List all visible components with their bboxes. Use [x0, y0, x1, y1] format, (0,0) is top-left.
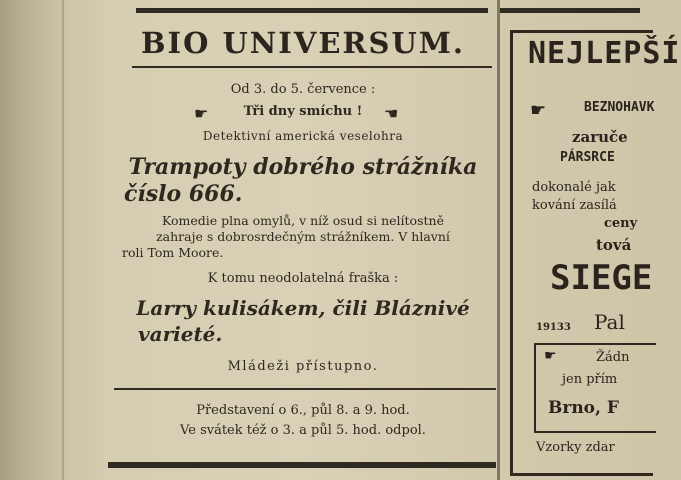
- side-ad-box-line-2: jen přím: [562, 372, 618, 387]
- farce-title: [108, 295, 498, 347]
- side-ad-line-dokonale: dokonalé jak: [532, 180, 616, 195]
- side-ad-line-parsrce: PÁRSRCE: [560, 150, 615, 165]
- side-ad-headline: NEJLEPŠÍ: [528, 36, 681, 71]
- pointing-hand-icon: ☛: [530, 100, 547, 121]
- side-advertisement: [500, 0, 681, 480]
- date-range: Od 3. do 5. července :: [230, 82, 376, 97]
- film-title-line-1: Trampoty dobrého strážníka: [128, 154, 478, 180]
- page-curl-shadow: [0, 0, 86, 480]
- side-ad-box-line-3: Brno, F: [548, 398, 619, 418]
- pointing-hand-left-icon: ☚: [384, 104, 399, 123]
- side-ad-number: 19133: [536, 322, 571, 333]
- side-ad-footer: Vzorky zdar: [536, 440, 615, 455]
- side-ad-sub1: BEZNOHAVK: [584, 100, 655, 115]
- description-line-3: roli Tom Moore.: [122, 245, 224, 260]
- showtimes-line-1: Představení o 6., půl 8. a 9. hod.: [196, 403, 410, 418]
- film-genre: Detektivní americká veselohra: [202, 129, 404, 143]
- farce-title-line-2: varieté.: [138, 322, 223, 346]
- film-title-line-2: číslo 666.: [124, 181, 243, 207]
- film-title: [108, 154, 498, 208]
- showtimes-line-2: Ve svátek též o 3. a půl 5. hod. odpol.: [180, 423, 426, 438]
- side-ad-city: Pal: [594, 310, 625, 334]
- age-rating: Mládeži přístupno.: [227, 359, 379, 374]
- description-line-2: zahraje s dobrosrdečným strážníkem. V hlavní: [156, 229, 450, 244]
- tagline: Tři dny smíchu !: [243, 104, 363, 119]
- side-ad-line-ceny: ceny: [604, 216, 638, 231]
- showtimes: [108, 401, 498, 441]
- extra-program-note: K tomu neodolatelná fraška :: [207, 271, 399, 286]
- farce-title-line-1: Larry kulisákem, čili Bláznivé: [136, 296, 470, 320]
- film-description: [108, 213, 498, 261]
- ad-title: BIO UNIVERSUM.: [141, 26, 465, 60]
- page-edge-line: [62, 0, 64, 480]
- side-ad-box-line-1: Žádn: [596, 350, 630, 365]
- description-line-1: Komedie plna omylů, v níž osud si nelítostně: [162, 213, 444, 228]
- side-ad-line-kovani: kování zasílá: [532, 198, 617, 213]
- side-ad-brand: SIEGE: [550, 258, 653, 298]
- side-ad-line-tova: tová: [596, 236, 632, 254]
- pointing-hand-icon: ☛: [544, 348, 557, 364]
- bio-universum-advertisement: [108, 0, 498, 480]
- pointing-hand-right-icon: ☛: [194, 104, 209, 123]
- side-ad-line-zaruce: zaruče: [572, 128, 628, 146]
